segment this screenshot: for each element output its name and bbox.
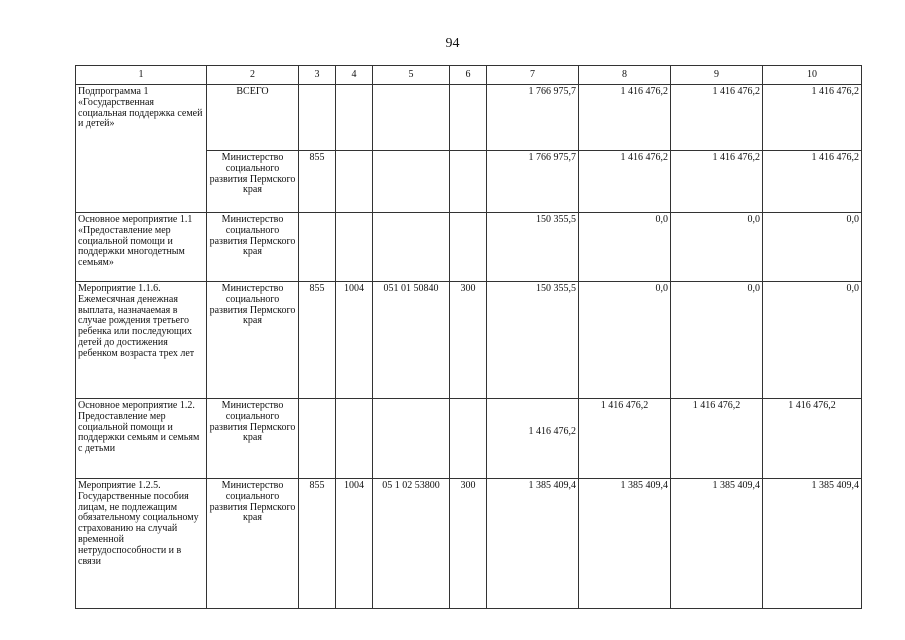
value-col8-cell: 1 416 476,2 bbox=[579, 85, 671, 151]
grbs-cell bbox=[299, 399, 336, 479]
table-row bbox=[76, 479, 862, 609]
value-col8-cell: 1 416 476,2 bbox=[579, 151, 671, 213]
executor-cell: Министерство социального развития Пермского края bbox=[207, 151, 299, 213]
csr-cell: 05 1 02 53800 bbox=[373, 479, 450, 609]
csr-cell: 051 01 50840 bbox=[373, 282, 450, 399]
header-cell: 10 bbox=[763, 66, 862, 85]
csr-cell bbox=[373, 85, 450, 151]
value-col9-cell: 1 416 476,2 bbox=[671, 151, 763, 213]
value-col9-cell: 0,0 bbox=[671, 282, 763, 399]
value-col9-cell: 1 416 476,2 bbox=[671, 85, 763, 151]
table-row bbox=[76, 85, 862, 151]
value-col8-cell: 0,0 bbox=[579, 282, 671, 399]
value-col9-cell: 0,0 bbox=[671, 213, 763, 282]
header-cell: 7 bbox=[487, 66, 579, 85]
grbs-cell: 855 bbox=[299, 282, 336, 399]
table-row bbox=[76, 213, 862, 282]
rz-cell bbox=[336, 213, 373, 282]
value-col8-cell: 0,0 bbox=[579, 213, 671, 282]
executor-cell: Министерство социального развития Пермского края bbox=[207, 282, 299, 399]
program-name-cell: Основное мероприятие 1.2. Предоставление мер социальной помощи и поддержки семьям и семьям с детьми bbox=[76, 399, 207, 479]
vr-cell: 300 bbox=[450, 479, 487, 609]
value-col7-cell: 150 355,5 bbox=[487, 213, 579, 282]
value-col7-cell: 1 416 476,2 bbox=[487, 399, 579, 479]
header-cell: 4 bbox=[336, 66, 373, 85]
vr-cell bbox=[450, 213, 487, 282]
value-col7-cell: 1 766 975,7 bbox=[487, 151, 579, 213]
page-number: 94 bbox=[445, 36, 460, 51]
value-col10-cell: 1 385 409,4 bbox=[763, 479, 862, 609]
vr-cell bbox=[450, 151, 487, 213]
header-cell: 8 bbox=[579, 66, 671, 85]
csr-cell bbox=[373, 399, 450, 479]
grbs-cell: 855 bbox=[299, 479, 336, 609]
value-col8-cell: 1 416 476,2 bbox=[579, 399, 671, 479]
header-cell: 9 bbox=[671, 66, 763, 85]
value-col9-cell: 1 385 409,4 bbox=[671, 479, 763, 609]
csr-cell bbox=[373, 213, 450, 282]
value-col7-cell: 1 385 409,4 bbox=[487, 479, 579, 609]
rz-cell: 1004 bbox=[336, 282, 373, 399]
program-name-cell: Основное мероприятие 1.1 «Предоставление мер социальной помощи и поддержки многодетным семьям» bbox=[76, 213, 207, 282]
executor-cell: Министерство социального развития Пермского края bbox=[207, 213, 299, 282]
rz-cell bbox=[336, 151, 373, 213]
table-row bbox=[76, 399, 862, 479]
value-col7-cell: 1 766 975,7 bbox=[487, 85, 579, 151]
budget-table bbox=[75, 65, 862, 609]
header-cell: 2 bbox=[207, 66, 299, 85]
program-name-cell: Мероприятие 1.2.5. Государственные пособия лицам, не подлежащим обязательному социальному страхованию на случай временной нетрудоспособности и в связи bbox=[76, 479, 207, 609]
rz-cell bbox=[336, 399, 373, 479]
header-cell: 6 bbox=[450, 66, 487, 85]
value-col10-cell: 0,0 bbox=[763, 282, 862, 399]
value-col10-cell: 1 416 476,2 bbox=[763, 85, 862, 151]
value-col10-cell: 1 416 476,2 bbox=[763, 399, 862, 479]
header-cell: 5 bbox=[373, 66, 450, 85]
vr-cell bbox=[450, 399, 487, 479]
grbs-cell bbox=[299, 213, 336, 282]
grbs-cell bbox=[299, 85, 336, 151]
executor-cell: Министерство социального развития Пермского края bbox=[207, 399, 299, 479]
header-row bbox=[76, 66, 862, 85]
grbs-cell: 855 bbox=[299, 151, 336, 213]
value-col7-cell: 150 355,5 bbox=[487, 282, 579, 399]
header-cell: 3 bbox=[299, 66, 336, 85]
value-col10-cell: 0,0 bbox=[763, 213, 862, 282]
value-col9-cell: 1 416 476,2 bbox=[671, 399, 763, 479]
program-name-cell: Подпрограмма 1 «Государственная социальная поддержка семей и детей» bbox=[76, 85, 207, 213]
executor-cell: ВСЕГО bbox=[207, 85, 299, 151]
csr-cell bbox=[373, 151, 450, 213]
vr-cell bbox=[450, 85, 487, 151]
rz-cell: 1004 bbox=[336, 479, 373, 609]
value-col10-cell: 1 416 476,2 bbox=[763, 151, 862, 213]
rz-cell bbox=[336, 85, 373, 151]
header-cell: 1 bbox=[76, 66, 207, 85]
executor-cell: Министерство социального развития Пермского края bbox=[207, 479, 299, 609]
table-row bbox=[76, 282, 862, 399]
vr-cell: 300 bbox=[450, 282, 487, 399]
value-col8-cell: 1 385 409,4 bbox=[579, 479, 671, 609]
program-name-cell: Мероприятие 1.1.6. Ежемесячная денежная выплата, назначаемая в случае рождения третьего ребенка или последующих детей до достижения ребенком возраста трех лет bbox=[76, 282, 207, 399]
